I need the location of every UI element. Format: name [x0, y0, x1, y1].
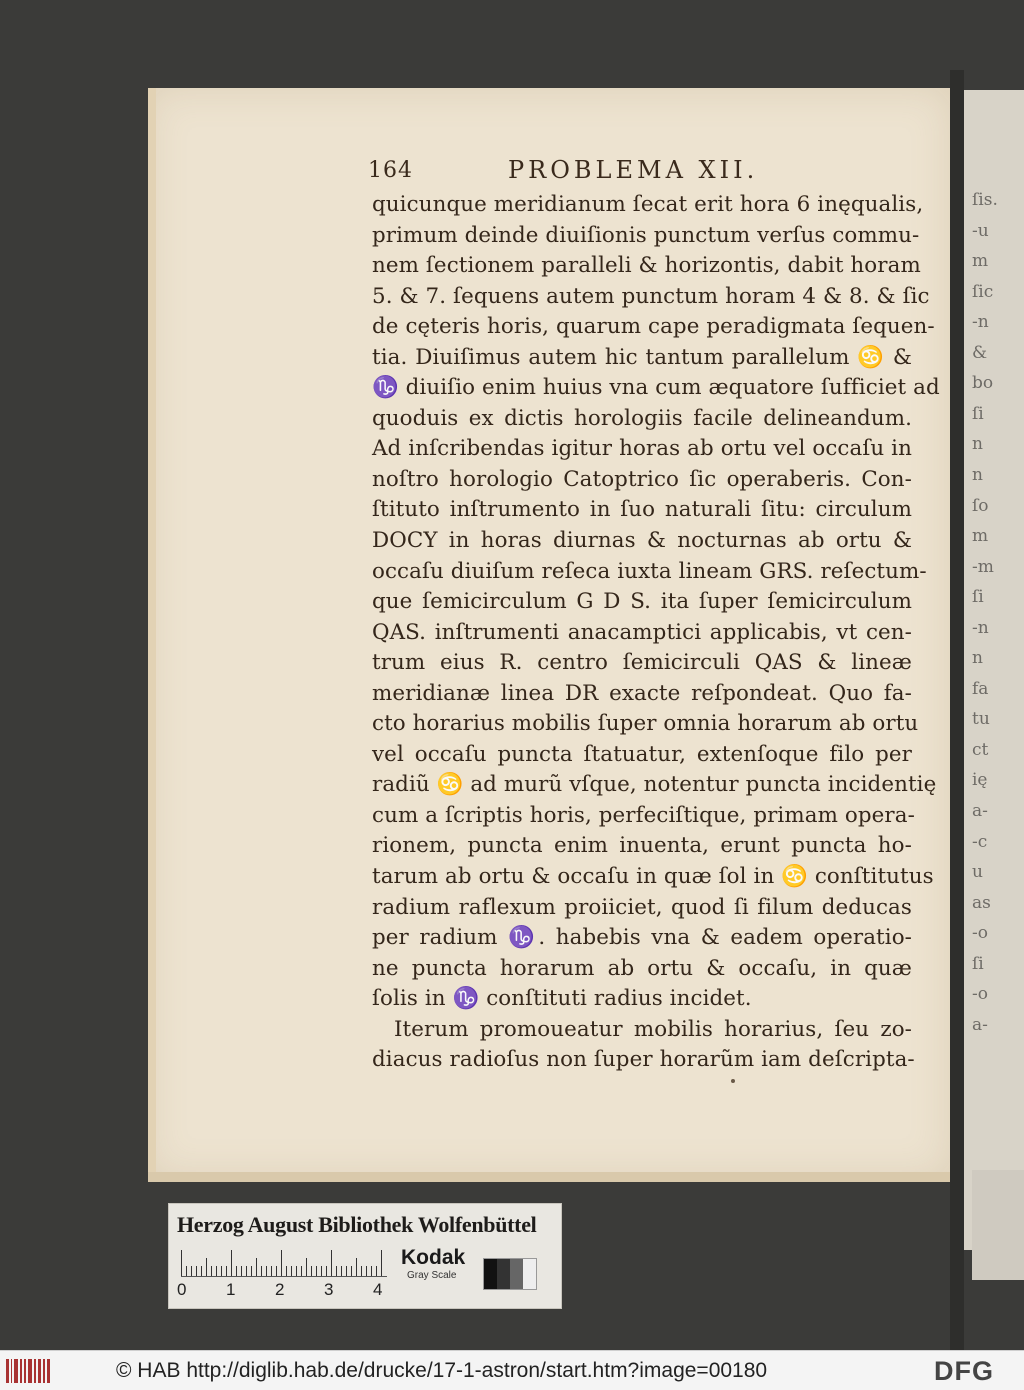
gray-patch — [497, 1259, 510, 1289]
next-page-fragment: m — [972, 251, 989, 272]
text-line: 5. & 7. ſequens autem punctum horam 4 & 8. & ſic — [372, 283, 930, 309]
gray-patch — [484, 1259, 497, 1289]
gray-scale-label: Gray Scale — [407, 1270, 457, 1281]
text-line: que ſemicirculum G D S. ita ſuper ſemicirculum — [372, 589, 912, 615]
ruler-tick — [221, 1266, 222, 1276]
next-page-fragment: n — [972, 648, 983, 669]
text-line: Iterum promoueatur mobilis horarius, ſeu zo- — [394, 1016, 912, 1042]
ruler-tick — [226, 1266, 227, 1276]
next-page-fragment: bo — [972, 373, 994, 394]
ruler-tick — [186, 1266, 187, 1276]
ink-dot — [731, 1079, 735, 1083]
kodak-brand: Kodak — [401, 1246, 466, 1269]
text-line: radiũ ♋ ad murũ vſque, notentur puncta incidentię — [372, 772, 937, 798]
ruler-digit: 4 — [373, 1280, 383, 1299]
next-page-fragment: -o — [972, 923, 988, 944]
ruler-digit: 3 — [324, 1280, 334, 1299]
dfg-logo: DFG — [934, 1356, 994, 1386]
running-head: PROBLEMA XII. — [508, 156, 759, 184]
next-page-fragment: m — [972, 526, 989, 547]
ruler-tick — [281, 1250, 282, 1276]
next-page-fragment: u — [972, 862, 983, 883]
measurement-ruler — [181, 1246, 387, 1277]
ruler-tick — [196, 1266, 197, 1276]
text-line: ſolis in ♑ conſtituti radius incidet. — [372, 986, 752, 1012]
text-line: per radium ♑. habebis vna & eadem operatio- — [372, 925, 912, 951]
library-name: Herzog August Bibliothek Wolfenbüttel — [177, 1212, 537, 1237]
text-line: quoduis ex dictis horologiis facile delineandum. — [372, 405, 912, 431]
ruler-tick — [201, 1266, 202, 1276]
ruler-tick — [321, 1266, 322, 1276]
ruler-digit: 2 — [275, 1280, 285, 1299]
page-number: 164 — [368, 158, 413, 183]
text-line: trum eius R. centro ſemicirculi QAS & lineæ — [372, 650, 912, 676]
ruler-digits — [177, 1280, 397, 1300]
text-line: DOCY in horas diurnas & nocturnas ab ortu & — [372, 528, 912, 554]
page-text-block — [372, 190, 940, 1076]
ruler-tick — [256, 1258, 257, 1276]
next-page-fragment: ct — [972, 739, 989, 760]
next-page-fragment: ię — [972, 770, 988, 791]
next-page-fragment: n — [972, 434, 983, 455]
copyright-link[interactable]: © HAB http://diglib.hab.de/drucke/17-1-astron/start.htm?image=00180 — [116, 1359, 768, 1382]
next-page-fragment: tu — [972, 709, 990, 730]
gray-scale-patches — [483, 1258, 537, 1290]
ruler-tick — [291, 1266, 292, 1276]
ruler-tick — [316, 1266, 317, 1276]
next-page-fragment: ſi — [972, 953, 984, 974]
ruler-digit: 1 — [226, 1280, 236, 1299]
ruler-tick — [276, 1266, 277, 1276]
ruler-tick — [306, 1258, 307, 1276]
book-gutter — [950, 70, 964, 1350]
ruler-tick — [326, 1266, 327, 1276]
next-page-fragment: -n — [972, 312, 989, 333]
text-line: cto horarius mobilis ſuper omnia horarum ab ortu — [372, 711, 919, 737]
ruler-tick — [336, 1266, 337, 1276]
text-line: radium raflexum proiiciet, quod ſi filum deducas — [372, 894, 912, 920]
text-line: occaſu diuiſum reſeca iuxta lineam GRS. reſectum- — [372, 558, 927, 584]
ruler-tick — [191, 1266, 192, 1276]
ruler-tick — [341, 1266, 342, 1276]
next-page-fragment: a- — [972, 801, 988, 821]
ruler-tick — [211, 1266, 212, 1276]
text-line: primum deinde diuiſionis punctum verſus commu- — [372, 222, 920, 248]
ruler-tick — [376, 1266, 377, 1276]
text-line: QAS. inſtrumenti anacamptici applicabis, vt cen- — [372, 619, 912, 645]
ruler-tick — [371, 1266, 372, 1276]
ruler-tick — [271, 1266, 272, 1276]
text-line: ♑ diuiſio enim huius vna cum æquatore ſufficiet ad — [372, 375, 940, 401]
ruler-tick — [286, 1266, 287, 1276]
next-page-fragment: ſi — [972, 587, 984, 608]
ruler-tick — [366, 1266, 367, 1276]
text-line: cum a ſcriptis horis, perfeciſtique, primam opera- — [372, 802, 915, 828]
ruler-tick — [206, 1258, 207, 1276]
ruler-tick — [331, 1250, 332, 1276]
ruler-tick — [236, 1266, 237, 1276]
next-page-fragment: ſi — [972, 403, 984, 424]
page-clip — [972, 1170, 1024, 1280]
text-line: quicunque meridianum ſecat erit hora 6 inęqualis, — [372, 192, 924, 217]
page-edge — [148, 88, 156, 1178]
next-page-fragment: -o — [972, 984, 988, 1005]
ruler-tick — [246, 1266, 247, 1276]
text-line: noſtro horologio Catoptrico ſic operaberis. Con- — [372, 466, 912, 492]
next-page-fragment: ſo — [972, 495, 989, 516]
ruler-digit: 0 — [177, 1280, 187, 1299]
next-page-fragment: & — [972, 342, 988, 363]
ruler-tick — [216, 1266, 217, 1276]
next-page-fragment: as — [972, 892, 991, 913]
text-line: rionem, puncta enim inuenta, erunt puncta ho- — [372, 833, 912, 859]
text-line: ne puncta horarum ab ortu & occaſu, in quæ — [372, 955, 912, 981]
ruler-tick — [301, 1266, 302, 1276]
ruler-tick — [356, 1258, 357, 1276]
next-page-strip — [964, 90, 1024, 1250]
gray-patch — [523, 1259, 536, 1289]
ruler-tick — [266, 1266, 267, 1276]
text-line: vel occaſu puncta ſtatuatur, extenſoque filo per — [372, 741, 912, 767]
ruler-tick — [181, 1250, 182, 1276]
next-page-fragment: -n — [972, 617, 989, 638]
text-line: ſtituto inſtrumento in ſuo naturali ſitu: circulum — [372, 497, 912, 523]
hab-logo-icon — [6, 1359, 50, 1383]
next-page-fragment: fa — [972, 678, 989, 699]
next-page-fragment: ſic — [972, 281, 994, 302]
text-line: diacus radioſus non ſuper horarũm iam deſcripta- — [372, 1047, 915, 1073]
ruler-tick — [261, 1266, 262, 1276]
text-line: nem ſectionem paralleli & horizontis, dabit horam — [372, 253, 921, 279]
text-line: tarum ab ortu & occaſu in quæ ſol in ♋ conſtitutus — [372, 864, 934, 890]
ruler-tick — [251, 1266, 252, 1276]
ruler-tick — [231, 1250, 232, 1276]
next-page-fragment: ſis. — [972, 190, 998, 210]
next-page-fragment: n — [972, 464, 983, 485]
ruler-tick — [361, 1266, 362, 1276]
next-page-fragment: -m — [972, 556, 994, 577]
next-page-fragment: a- — [972, 1014, 988, 1035]
text-line: meridianæ linea DR exacte reſpondeat. Quo fa- — [372, 680, 912, 706]
library-color-target — [168, 1203, 562, 1309]
ruler-tick — [296, 1266, 297, 1276]
page-bottom-edge — [148, 1172, 950, 1182]
footer-bar — [0, 1350, 1024, 1390]
ruler-tick — [311, 1266, 312, 1276]
page-header — [368, 158, 928, 190]
next-page-fragment: -c — [972, 831, 988, 852]
ruler-tick — [351, 1266, 352, 1276]
text-line: de cęteris horis, quarum cape peradigmata ſequen- — [372, 314, 935, 340]
next-page-fragment: -u — [972, 220, 989, 241]
ruler-tick — [346, 1266, 347, 1276]
ruler-tick — [241, 1266, 242, 1276]
ruler-tick — [381, 1250, 382, 1276]
gray-patch — [510, 1259, 523, 1289]
text-line: tia. Diuiſimus autem hic tantum parallelum ♋ & — [372, 344, 912, 370]
text-line: Ad inſcribendas igitur horas ab ortu vel occaſu in — [372, 436, 912, 462]
